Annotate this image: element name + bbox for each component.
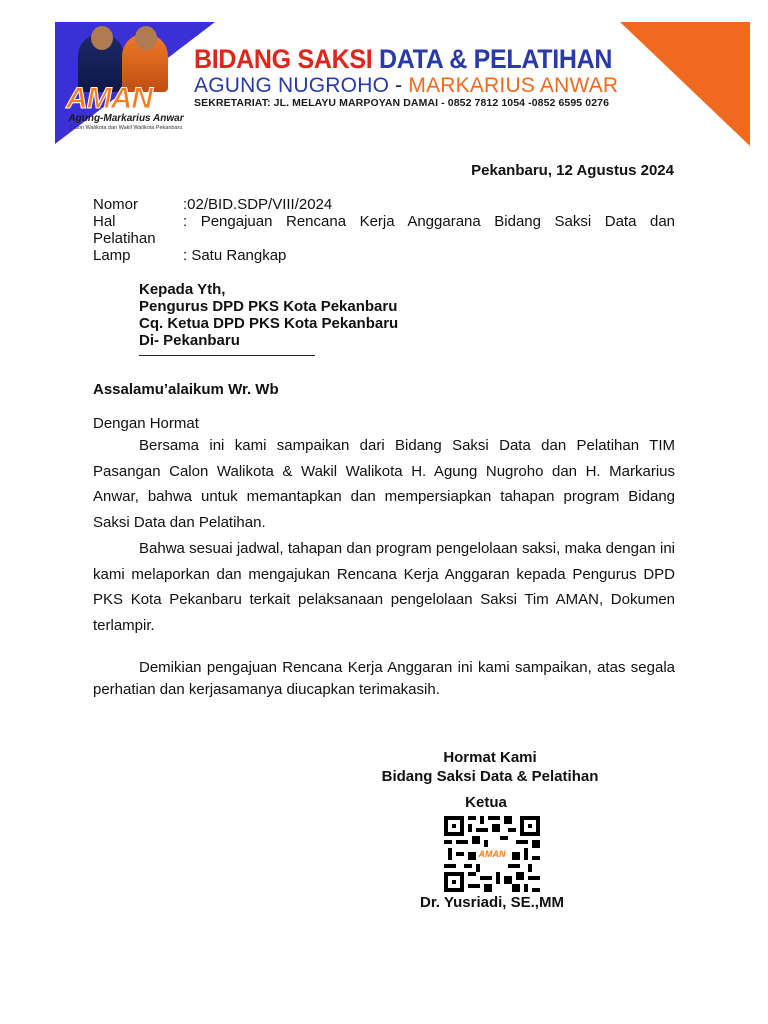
letterhead-address: SEKRETARIAT: JL. MELAYU MARPOYAN DAMAI - 0852 7812 1054 -0852 6595 0276 [194, 97, 610, 109]
meta-value-hal: : Pengajuan Rencana Kerja Anggarana Bidang Saksi Data dan [183, 213, 675, 230]
title-part-bidang-saksi: BIDANG SAKSI [194, 44, 373, 75]
recipient-underline [139, 355, 315, 356]
meta-label-nomor: Nomor [93, 196, 139, 213]
letterhead-title [194, 44, 612, 74]
meta-value-nomor: :02/BID.SDP/VIII/2024 [183, 196, 333, 213]
logo-candidate-names: Agung-Markarius Anwar [68, 113, 184, 124]
greeting: Dengan Hormat [93, 415, 199, 432]
title-part-data-pelatihan: DATA & PELATIHAN [379, 44, 613, 75]
name-markarius: MARKARIUS ANWAR [408, 74, 619, 97]
aman-logo: AMAN [66, 82, 152, 115]
logo-subtitle: Calon Walikota dan Wakil Walikota Pekanbaru [69, 125, 183, 131]
closing-hormat-kami: Hormat Kami [443, 749, 537, 766]
recipient-line-3: Cq. Ketua DPD PKS Kota Pekanbaru [139, 315, 399, 332]
recipient-line-2: Pengurus DPD PKS Kota Pekanbaru [139, 298, 398, 315]
body-paragraph-1: Bersama ini kami sampaikan dari Bidang Saksi Data dan Pelatihan TIM Pasangan Calon Walikota & Wakil Walikota H. Agung Nugroho dan H. Markarius Anwar, bahwa untuk memantapkan dan mempersiapkan tahapan program Bidang Saksi Data dan Pelatihan. [93, 437, 675, 532]
meta-value-lamp: : Satu Rangkap [183, 247, 287, 264]
salutation: Assalamu’alaikum Wr. Wb [93, 381, 279, 398]
body-paragraph-3: Demikian pengajuan Rencana Kerja Anggaran ini kami sampaikan, atas segala perhatian dan kerjasamanya diucapkan terimakasih. [93, 659, 675, 698]
letterhead-names [194, 75, 618, 97]
recipient-line-1: Kepada Yth, [139, 281, 226, 298]
signer-position: Ketua [465, 794, 507, 811]
name-agung: AGUNG NUGROHO [194, 74, 390, 97]
qr-center-logo: AMAN [478, 849, 506, 859]
meta-label-hal: Hal [93, 213, 116, 230]
name-separator: - [389, 74, 409, 97]
signer-name: Dr. Yusriadi, SE.,MM [420, 894, 564, 911]
meta-label-lamp: Lamp [93, 247, 131, 264]
letter-date: Pekanbaru, 12 Agustus 2024 [471, 162, 674, 179]
body-paragraph-2: Bahwa sesuai jadwal, tahapan dan program pengelolaan saksi, maka dengan ini kami melaporkan dan mengajukan Rencana Kerja Anggaran kepada Pengurus DPD PKS Kota Pekanbaru terkait pelaksanaan pengelolaan Saksi Tim AMAN, Dokumen terlampir. [93, 540, 675, 635]
meta-value-hal-continuation: Pelatihan [93, 230, 156, 247]
closing-organization: Bidang Saksi Data & Pelatihan [381, 768, 599, 785]
recipient-line-4: Di- Pekanbaru [139, 332, 240, 349]
letterhead-right-banner [620, 22, 750, 146]
